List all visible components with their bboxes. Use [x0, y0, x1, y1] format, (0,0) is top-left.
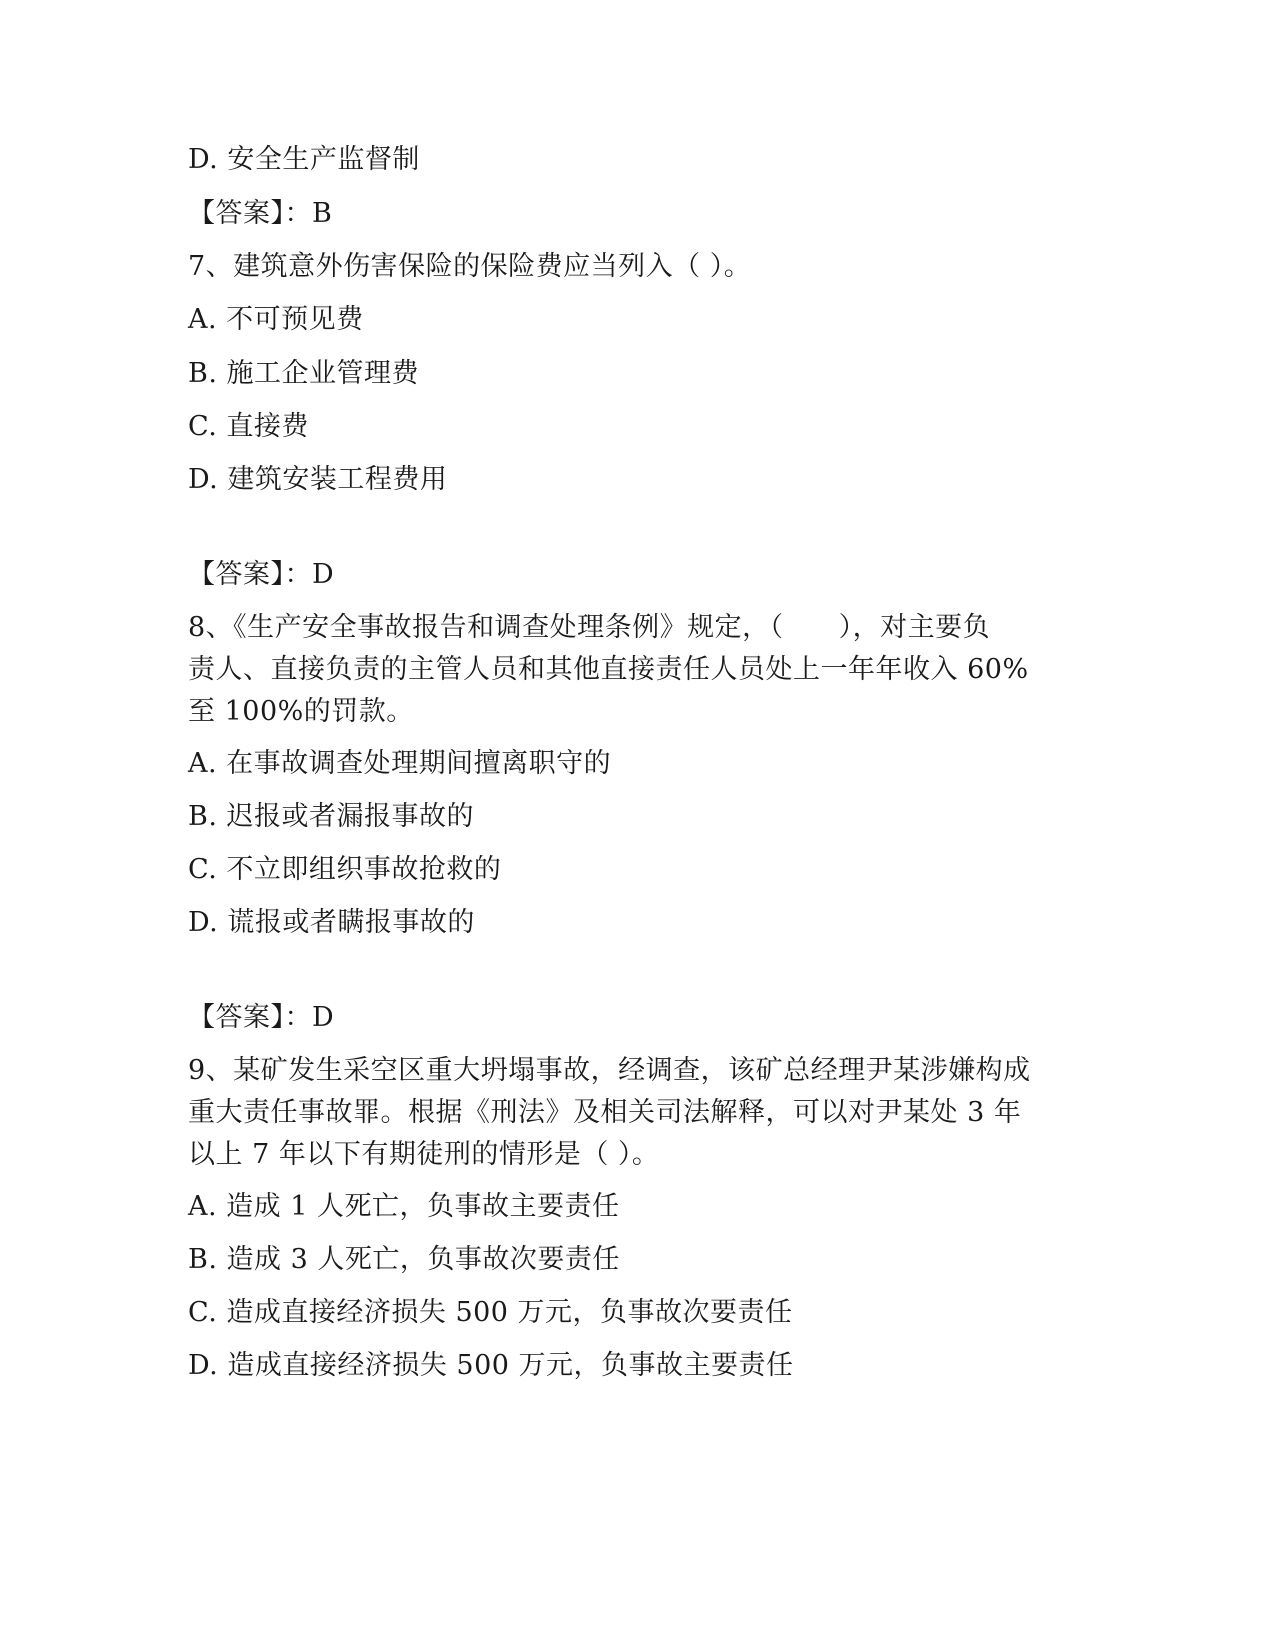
q8-option-d: D. 谎报或者瞒报事故的: [188, 907, 475, 938]
q8-option-c: C. 不立即组织事故抢救的: [188, 854, 502, 885]
q8-stem-line-2: 责人、直接负责的主管人员和其他直接责任人员处上一年年收入 60%: [188, 654, 1029, 685]
q7-option-c: C. 直接费: [188, 411, 309, 442]
q8-option-b: B. 迟报或者漏报事故的: [188, 801, 475, 832]
q9-option-a: A. 造成 1 人死亡，负事故主要责任: [188, 1191, 620, 1222]
q7-stem: 7、建筑意外伤害保险的保险费应当列入（ ）。: [188, 251, 752, 282]
q9-stem-line-3: 以上 7 年以下有期徒刑的情形是（ ）。: [188, 1139, 660, 1170]
q8-stem-line-1: 8、《生产安全事故报告和调查处理条例》规定，（ ），对主要负: [188, 612, 991, 643]
q9-option-d: D. 造成直接经济损失 500 万元，负事故主要责任: [188, 1350, 794, 1381]
q7-option-a: A. 不可预见费: [188, 304, 364, 335]
prev-answer: 【答案】：B: [188, 198, 333, 229]
prev-option-d: D. 安全生产监督制: [188, 144, 420, 175]
q8-answer: 【答案】：D: [188, 1002, 335, 1033]
q8-stem-line-3: 至 100%的罚款。: [188, 696, 414, 727]
q7-answer: 【答案】：D: [188, 559, 335, 590]
q7-option-d: D. 建筑安装工程费用: [188, 464, 448, 495]
q8-option-a: A. 在事故调查处理期间擅离职守的: [188, 748, 612, 779]
q7-option-b: B. 施工企业管理费: [188, 358, 420, 389]
q9-option-c: C. 造成直接经济损失 500 万元，负事故次要责任: [188, 1297, 793, 1328]
q9-stem-line-1: 9、某矿发生采空区重大坍塌事故，经调查，该矿总经理尹某涉嫌构成: [188, 1055, 1031, 1086]
q9-option-b: B. 造成 3 人死亡，负事故次要责任: [188, 1244, 620, 1275]
q9-stem-line-2: 重大责任事故罪。根据《刑法》及相关司法解释，可以对尹某处 3 年: [188, 1097, 1022, 1128]
